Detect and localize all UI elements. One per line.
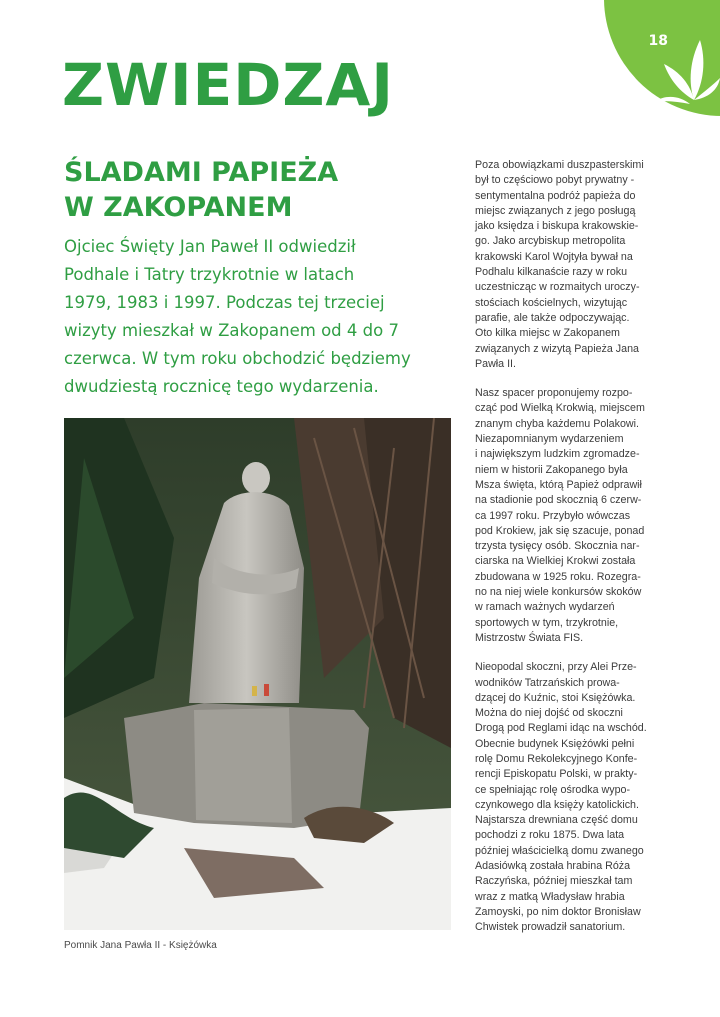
body-line: ciarska na Wielkiej Krokwi została — [475, 555, 636, 568]
section-title: ZWIEDZAJ — [62, 51, 394, 119]
body-line: Poza obowiązkami duszpasterskimi — [475, 159, 644, 171]
monument-photo — [64, 418, 451, 930]
body-line: wraz z matką Władysław hrabia — [475, 890, 625, 903]
body-line: w ramach ważnych wydarzeń — [475, 601, 615, 614]
body-line: ca 1997 roku. Przybyło wówczas — [475, 509, 631, 522]
body-line: no na niej wiele konkursów skoków — [475, 586, 642, 599]
page-number: 18 — [648, 33, 668, 49]
body-line: Chwistek prowadził sanatorium. — [475, 921, 626, 934]
lead-line: wizyty mieszkał w Zakopanem od 4 do 7 — [64, 321, 399, 340]
body-paragraph — [475, 660, 671, 935]
lead-line: Ojciec Święty Jan Paweł II odwiedził — [64, 237, 356, 256]
body-line: rolę Domu Rekolekcyjnego Konfe- — [475, 752, 638, 765]
body-paragraph — [475, 386, 671, 646]
lead-line: dwudziestą rocznicę tego wydarzenia. — [64, 377, 379, 396]
body-line: Nieopodal skoczni, przy Alei Prze- — [475, 661, 637, 674]
body-line: sportowych w tym, trzykrotnie, — [475, 616, 619, 629]
lead-line: czerwca. W tym roku obchodzić będziemy — [64, 349, 411, 368]
photo-caption: Pomnik Jana Pawła II - Księżówka — [64, 940, 217, 951]
article-title-line: ŚLADAMI PAPIEŻA — [64, 157, 339, 188]
body-line: Podhalu kilkanaście razy w roku — [475, 266, 628, 279]
body-line: dzącej do Kuźnic, stoi Księżówka. — [475, 691, 636, 704]
lead-line: Podhale i Tatry trzykrotnie w latach — [64, 265, 355, 284]
body-line: Adasiówką została hrabina Róża — [475, 860, 631, 873]
body-line: wodników Tatrzańskich prowa- — [475, 676, 620, 689]
body-line: Niezapomnianym wydarzeniem — [475, 433, 624, 446]
article-lead — [64, 233, 450, 401]
leaf-plant-icon — [654, 38, 720, 108]
body-line: Drogą pod Reglami idąc na wschód. — [475, 722, 647, 735]
article-body — [475, 158, 671, 950]
body-line: związanych z wizytą Papieża Jana — [475, 342, 639, 355]
body-line: Oto kilka miejsc w Zakopanem — [475, 327, 620, 340]
article-title-line: W ZAKOPANEM — [64, 192, 293, 223]
body-line: stościach kościelnych, wizytując — [475, 296, 628, 309]
body-line: na stadionie pod skocznią 6 czerw- — [475, 494, 642, 507]
body-line: rencji Episkopatu Polski, w prakty- — [475, 768, 638, 781]
body-line: później właścicielką domu zwanego — [475, 844, 644, 857]
body-line: czynkowego dla księży katolickich. — [475, 798, 639, 811]
body-line: Mistrzostw Świata FIS. — [475, 631, 584, 644]
body-line: niem w historii Zakopanego była — [475, 463, 628, 476]
body-line: pochodzi z roku 1875. Dwa lata — [475, 829, 625, 842]
body-line: Pawła II. — [475, 357, 516, 370]
body-line: Msza święta, którą Papież odprawił — [475, 478, 642, 491]
lead-line: 1979, 1983 i 1997. Podczas tej trzeciej — [64, 293, 385, 312]
body-line: miejsc związanych z jego posługą — [475, 204, 636, 217]
body-line: był to częściowo pobyt prywatny - — [475, 174, 635, 187]
body-line: krakowski Karol Wojtyła bywał na — [475, 250, 633, 263]
body-line: Najstarsza drewniana część domu — [475, 814, 638, 827]
body-line: trzysta tysięcy osób. Skocznia nar- — [475, 540, 640, 553]
body-line: zbudowana w 1925 roku. Rozegra- — [475, 570, 641, 583]
body-line: ce spełniając rolę ośrodka wypo- — [475, 783, 631, 796]
body-paragraph — [475, 158, 671, 372]
article-title — [64, 155, 338, 225]
body-line: sentymentalna podróż papieża do — [475, 189, 636, 202]
body-line: i największym ludzkim zgromadze- — [475, 448, 640, 461]
body-line: Zamoyski, po nim doktor Bronisław — [475, 905, 641, 918]
body-line: pod Krokiew, jak się szacuje, ponad — [475, 524, 645, 537]
body-line: Raczyńska, później mieszkał tam — [475, 875, 633, 888]
body-line: Obecnie budynek Księżówki pełni — [475, 737, 635, 750]
body-line: cząć pod Wielką Krokwią, miejscem — [475, 402, 645, 415]
body-line: Można do niej dojść od skoczni — [475, 707, 623, 720]
body-line: znanym chyba każdemu Polakowi. — [475, 417, 639, 430]
body-line: Nasz spacer proponujemy rozpo- — [475, 387, 633, 400]
monument-photo-illustration — [64, 418, 451, 930]
body-line: uczestnicząc w rozmaitych uroczy- — [475, 281, 640, 294]
body-line: jako księdza i biskupa krakowskie- — [475, 220, 639, 233]
body-line: go. Jako arcybiskup metropolita — [475, 235, 626, 248]
body-line: parafie, ale także odpoczywając. — [475, 311, 630, 324]
